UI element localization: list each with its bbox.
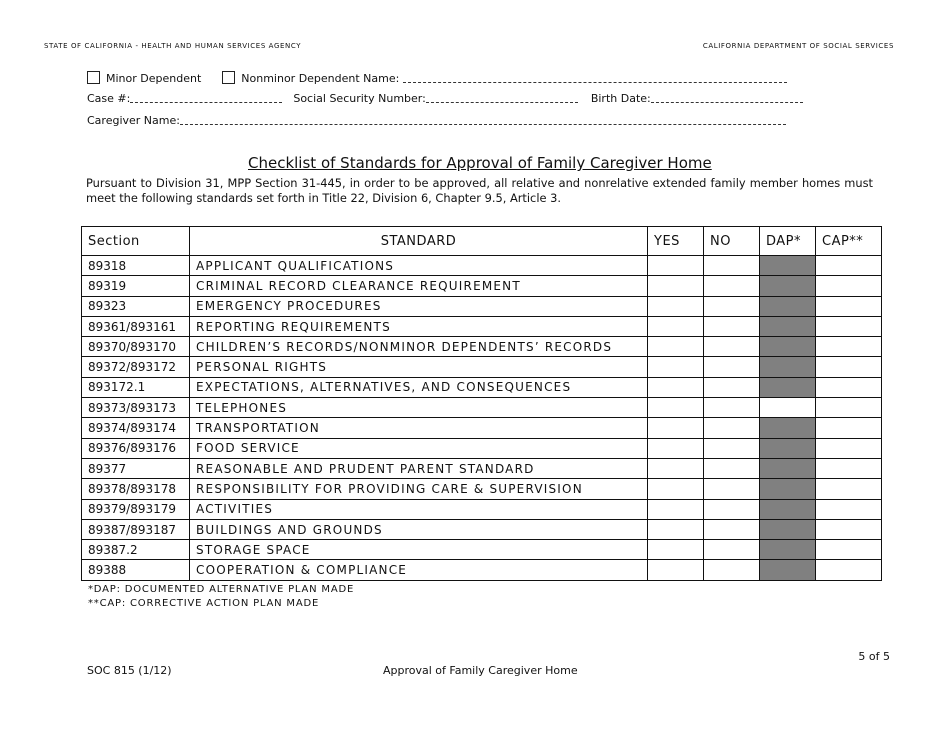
cap-cell[interactable]: [816, 499, 882, 519]
intro-paragraph: Pursuant to Division 31, MPP Section 31-445, in order to be approved, all relative and nonrelative extended family member homes must meet the following standards set forth in Title 22, Division 6, Chapter 9.5, Article 3.: [86, 176, 873, 205]
section-cell: 89388: [82, 560, 190, 580]
dap-cell: [760, 377, 816, 397]
section-cell: 893172.1: [82, 377, 190, 397]
yes-cell[interactable]: [648, 398, 704, 418]
standard-cell: REASONABLE AND PRUDENT PARENT STANDARD: [190, 458, 648, 478]
standard-cell: TELEPHONES: [190, 398, 648, 418]
no-cell[interactable]: [704, 438, 760, 458]
no-cell[interactable]: [704, 276, 760, 296]
standard-cell: REPORTING REQUIREMENTS: [190, 316, 648, 336]
section-cell: 89318: [82, 256, 190, 276]
table-row: [82, 316, 882, 336]
cap-cell[interactable]: [816, 479, 882, 499]
dap-header: DAP*: [760, 227, 816, 256]
yes-cell[interactable]: [648, 276, 704, 296]
standard-cell: RESPONSIBILITY FOR PROVIDING CARE & SUPERVISION: [190, 479, 648, 499]
standard-cell: CRIMINAL RECORD CLEARANCE REQUIREMENT: [190, 276, 648, 296]
standards-table: [81, 226, 882, 581]
no-cell[interactable]: [704, 499, 760, 519]
cap-cell[interactable]: [816, 458, 882, 478]
table-row: [82, 479, 882, 499]
yes-cell[interactable]: [648, 337, 704, 357]
no-cell[interactable]: [704, 479, 760, 499]
ssn-label: Social Security Number:: [293, 92, 426, 105]
dap-cell: [760, 519, 816, 539]
dap-cell: [760, 458, 816, 478]
page-title: Checklist of Standards for Approval of Family Caregiver Home: [248, 154, 712, 172]
yes-cell[interactable]: [648, 479, 704, 499]
form-id: SOC 815 (1/12): [87, 664, 172, 677]
yes-cell[interactable]: [648, 438, 704, 458]
form-title: Approval of Family Caregiver Home: [383, 664, 578, 677]
standard-cell: COOPERATION & COMPLIANCE: [190, 560, 648, 580]
ssn-field[interactable]: [426, 92, 578, 103]
dap-cell: [760, 418, 816, 438]
dap-cell: [760, 357, 816, 377]
table-row: [82, 418, 882, 438]
section-cell: 89374/893174: [82, 418, 190, 438]
yes-cell[interactable]: [648, 458, 704, 478]
department-header: CALIFORNIA DEPARTMENT OF SOCIAL SERVICES: [702, 42, 894, 50]
birth-date-label: Birth Date:: [590, 92, 651, 105]
no-cell[interactable]: [704, 296, 760, 316]
standard-header: STANDARD: [190, 227, 648, 256]
cap-header: CAP**: [816, 227, 882, 256]
standard-cell: PERSONAL RIGHTS: [190, 357, 648, 377]
section-cell: 89370/893170: [82, 337, 190, 357]
nonminor-dependent-checkbox[interactable]: [222, 71, 235, 84]
standard-cell: CHILDREN’S RECORDS/NONMINOR DEPENDENTS’ RECORDS: [190, 337, 648, 357]
no-header: NO: [704, 227, 760, 256]
no-cell[interactable]: [704, 377, 760, 397]
cap-cell[interactable]: [816, 256, 882, 276]
table-row: [82, 560, 882, 580]
table-row: [82, 377, 882, 397]
yes-cell[interactable]: [648, 256, 704, 276]
table-row: [82, 499, 882, 519]
yes-cell[interactable]: [648, 316, 704, 336]
cap-cell[interactable]: [816, 377, 882, 397]
yes-cell[interactable]: [648, 540, 704, 560]
minor-dependent-checkbox[interactable]: [87, 71, 100, 84]
no-cell[interactable]: [704, 256, 760, 276]
no-cell[interactable]: [704, 357, 760, 377]
table-row: [82, 276, 882, 296]
yes-cell[interactable]: [648, 499, 704, 519]
table-row: [82, 357, 882, 377]
caregiver-row: [87, 114, 786, 127]
minor-dependent-label: Minor Dependent: [106, 72, 202, 85]
section-cell: 89387/893187: [82, 519, 190, 539]
case-row: [87, 92, 803, 105]
table-row: [82, 438, 882, 458]
cap-cell[interactable]: [816, 560, 882, 580]
section-cell: 89361/893161: [82, 316, 190, 336]
standard-cell: ACTIVITIES: [190, 499, 648, 519]
section-cell: 89387.2: [82, 540, 190, 560]
cap-cell[interactable]: [816, 276, 882, 296]
nonminor-dependent-name-field[interactable]: [403, 72, 787, 83]
cap-cell[interactable]: [816, 398, 882, 418]
table-row: [82, 337, 882, 357]
standard-cell: EXPECTATIONS, ALTERNATIVES, AND CONSEQUENCES: [190, 377, 648, 397]
yes-cell[interactable]: [648, 357, 704, 377]
dap-cell: [760, 540, 816, 560]
no-cell[interactable]: [704, 560, 760, 580]
table-row: [82, 458, 882, 478]
section-cell: 89372/893172: [82, 357, 190, 377]
dap-footnote: *DAP: DOCUMENTED ALTERNATIVE PLAN MADE: [88, 584, 355, 595]
no-cell[interactable]: [704, 458, 760, 478]
no-cell[interactable]: [704, 418, 760, 438]
case-number-label: Case #:: [87, 92, 131, 105]
yes-cell[interactable]: [648, 296, 704, 316]
section-cell: 89323: [82, 296, 190, 316]
no-cell[interactable]: [704, 519, 760, 539]
yes-cell[interactable]: [648, 519, 704, 539]
section-cell: 89379/893179: [82, 499, 190, 519]
cap-cell[interactable]: [816, 418, 882, 438]
birth-date-field[interactable]: [651, 92, 803, 103]
yes-cell[interactable]: [648, 418, 704, 438]
standard-cell: APPLICANT QUALIFICATIONS: [190, 256, 648, 276]
table-header-row: [82, 227, 882, 256]
dap-cell: [760, 438, 816, 458]
dap-cell: [760, 337, 816, 357]
cap-cell[interactable]: [816, 337, 882, 357]
section-cell: 89377: [82, 458, 190, 478]
section-header: Section: [82, 227, 190, 256]
dap-cell: [760, 499, 816, 519]
dap-cell: [760, 276, 816, 296]
table-row: [82, 540, 882, 560]
dependent-row: [87, 71, 787, 85]
standard-cell: FOOD SERVICE: [190, 438, 648, 458]
yes-header: YES: [648, 227, 704, 256]
table-row: [82, 256, 882, 276]
cap-cell[interactable]: [816, 296, 882, 316]
dap-cell: [760, 316, 816, 336]
cap-cell[interactable]: [816, 540, 882, 560]
cap-cell[interactable]: [816, 357, 882, 377]
cap-footnote: **CAP: CORRECTIVE ACTION PLAN MADE: [88, 598, 320, 609]
section-cell: 89373/893173: [82, 398, 190, 418]
no-cell[interactable]: [704, 398, 760, 418]
table-row: [82, 296, 882, 316]
no-cell[interactable]: [704, 540, 760, 560]
page-number: 5 of 5: [858, 650, 890, 663]
dap-cell[interactable]: [760, 398, 816, 418]
no-cell[interactable]: [704, 337, 760, 357]
dap-cell: [760, 560, 816, 580]
standard-cell: TRANSPORTATION: [190, 418, 648, 438]
nonminor-dependent-label: Nonminor Dependent Name:: [241, 72, 400, 85]
section-cell: 89376/893176: [82, 438, 190, 458]
section-cell: 89378/893178: [82, 479, 190, 499]
yes-cell[interactable]: [648, 377, 704, 397]
cap-cell[interactable]: [816, 519, 882, 539]
case-number-field[interactable]: [130, 92, 282, 103]
caregiver-name-field[interactable]: [180, 114, 786, 125]
section-cell: 89319: [82, 276, 190, 296]
dap-cell: [760, 256, 816, 276]
dap-cell: [760, 296, 816, 316]
table-row: [82, 398, 882, 418]
yes-cell[interactable]: [648, 560, 704, 580]
cap-cell[interactable]: [816, 438, 882, 458]
caregiver-name-label: Caregiver Name:: [87, 114, 180, 127]
standard-cell: STORAGE SPACE: [190, 540, 648, 560]
table-row: [82, 519, 882, 539]
dap-cell: [760, 479, 816, 499]
standard-cell: BUILDINGS AND GROUNDS: [190, 519, 648, 539]
agency-header: STATE OF CALIFORNIA - HEALTH AND HUMAN SERVICES AGENCY: [44, 42, 302, 50]
cap-cell[interactable]: [816, 316, 882, 336]
no-cell[interactable]: [704, 316, 760, 336]
standard-cell: EMERGENCY PROCEDURES: [190, 296, 648, 316]
